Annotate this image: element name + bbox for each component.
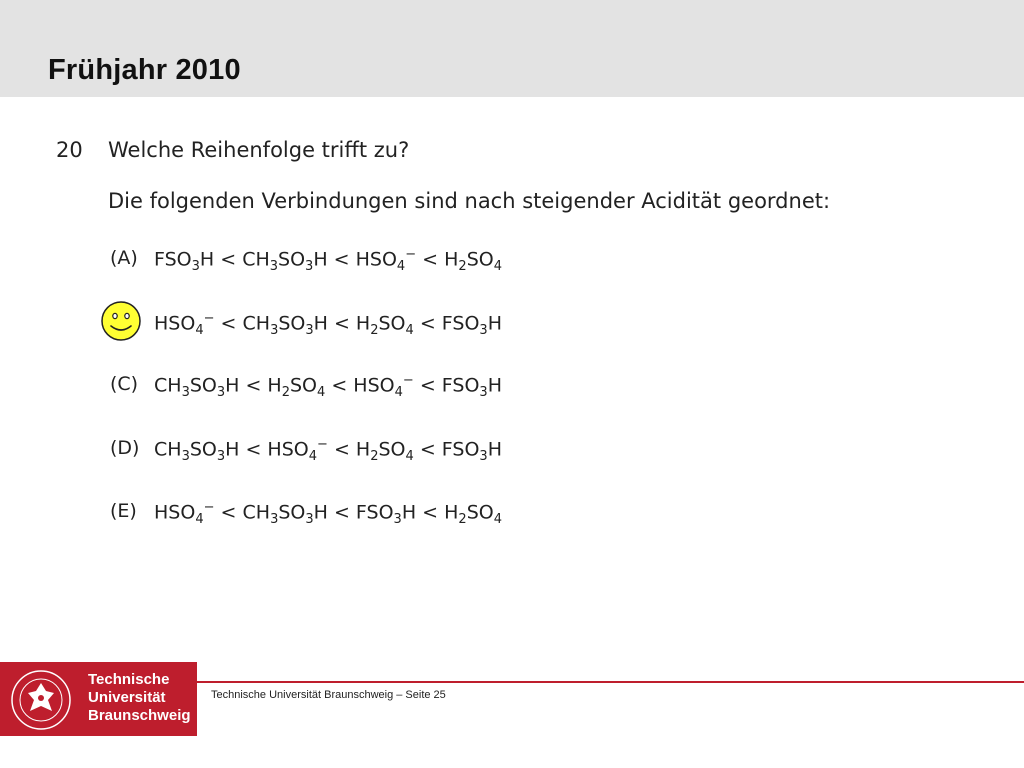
option-formula: $CH_3SO_3H < H_2SO_4 < HSO_4^- < FSO_3H$	[154, 373, 502, 401]
logo-line: Braunschweig	[88, 707, 191, 724]
option-label: (A)	[110, 247, 138, 269]
question-text: Welche Reihenfolge trifft zu?	[108, 138, 410, 162]
logo-text	[88, 671, 191, 725]
option-label: (D)	[110, 437, 140, 459]
university-logo	[0, 662, 197, 736]
slide-title: Frühjahr 2010	[48, 54, 241, 86]
seal-icon	[10, 669, 72, 731]
option-formula: $HSO_4^- < CH_3SO_3H < H_2SO_4 < FSO_3H$	[154, 311, 502, 339]
option-formula: $FSO_3H < CH_3SO_3H < HSO_4^- < H_2SO_4$	[154, 247, 502, 275]
slide-header	[0, 0, 1024, 97]
question-subtext: Die folgenden Verbindungen sind nach steigender Acidität geordnet:	[108, 189, 831, 213]
option-label: (C)	[110, 373, 139, 395]
logo-line: Universität	[88, 689, 166, 706]
option-formula: $HSO_4^- < CH_3SO_3H < FSO_3H < H_2SO_4$	[154, 500, 502, 528]
logo-line: Technische	[88, 671, 170, 688]
smiley-icon	[100, 300, 142, 342]
option-label: (E)	[110, 500, 137, 522]
question-number: 20	[56, 138, 83, 162]
option-formula: $CH_3SO_3H < HSO_4^- < H_2SO_4 < FSO_3H$	[154, 437, 502, 465]
footer-divider	[197, 681, 1024, 683]
footer-page-info: Technische Universität Braunschweig – Seite 25	[211, 689, 446, 701]
